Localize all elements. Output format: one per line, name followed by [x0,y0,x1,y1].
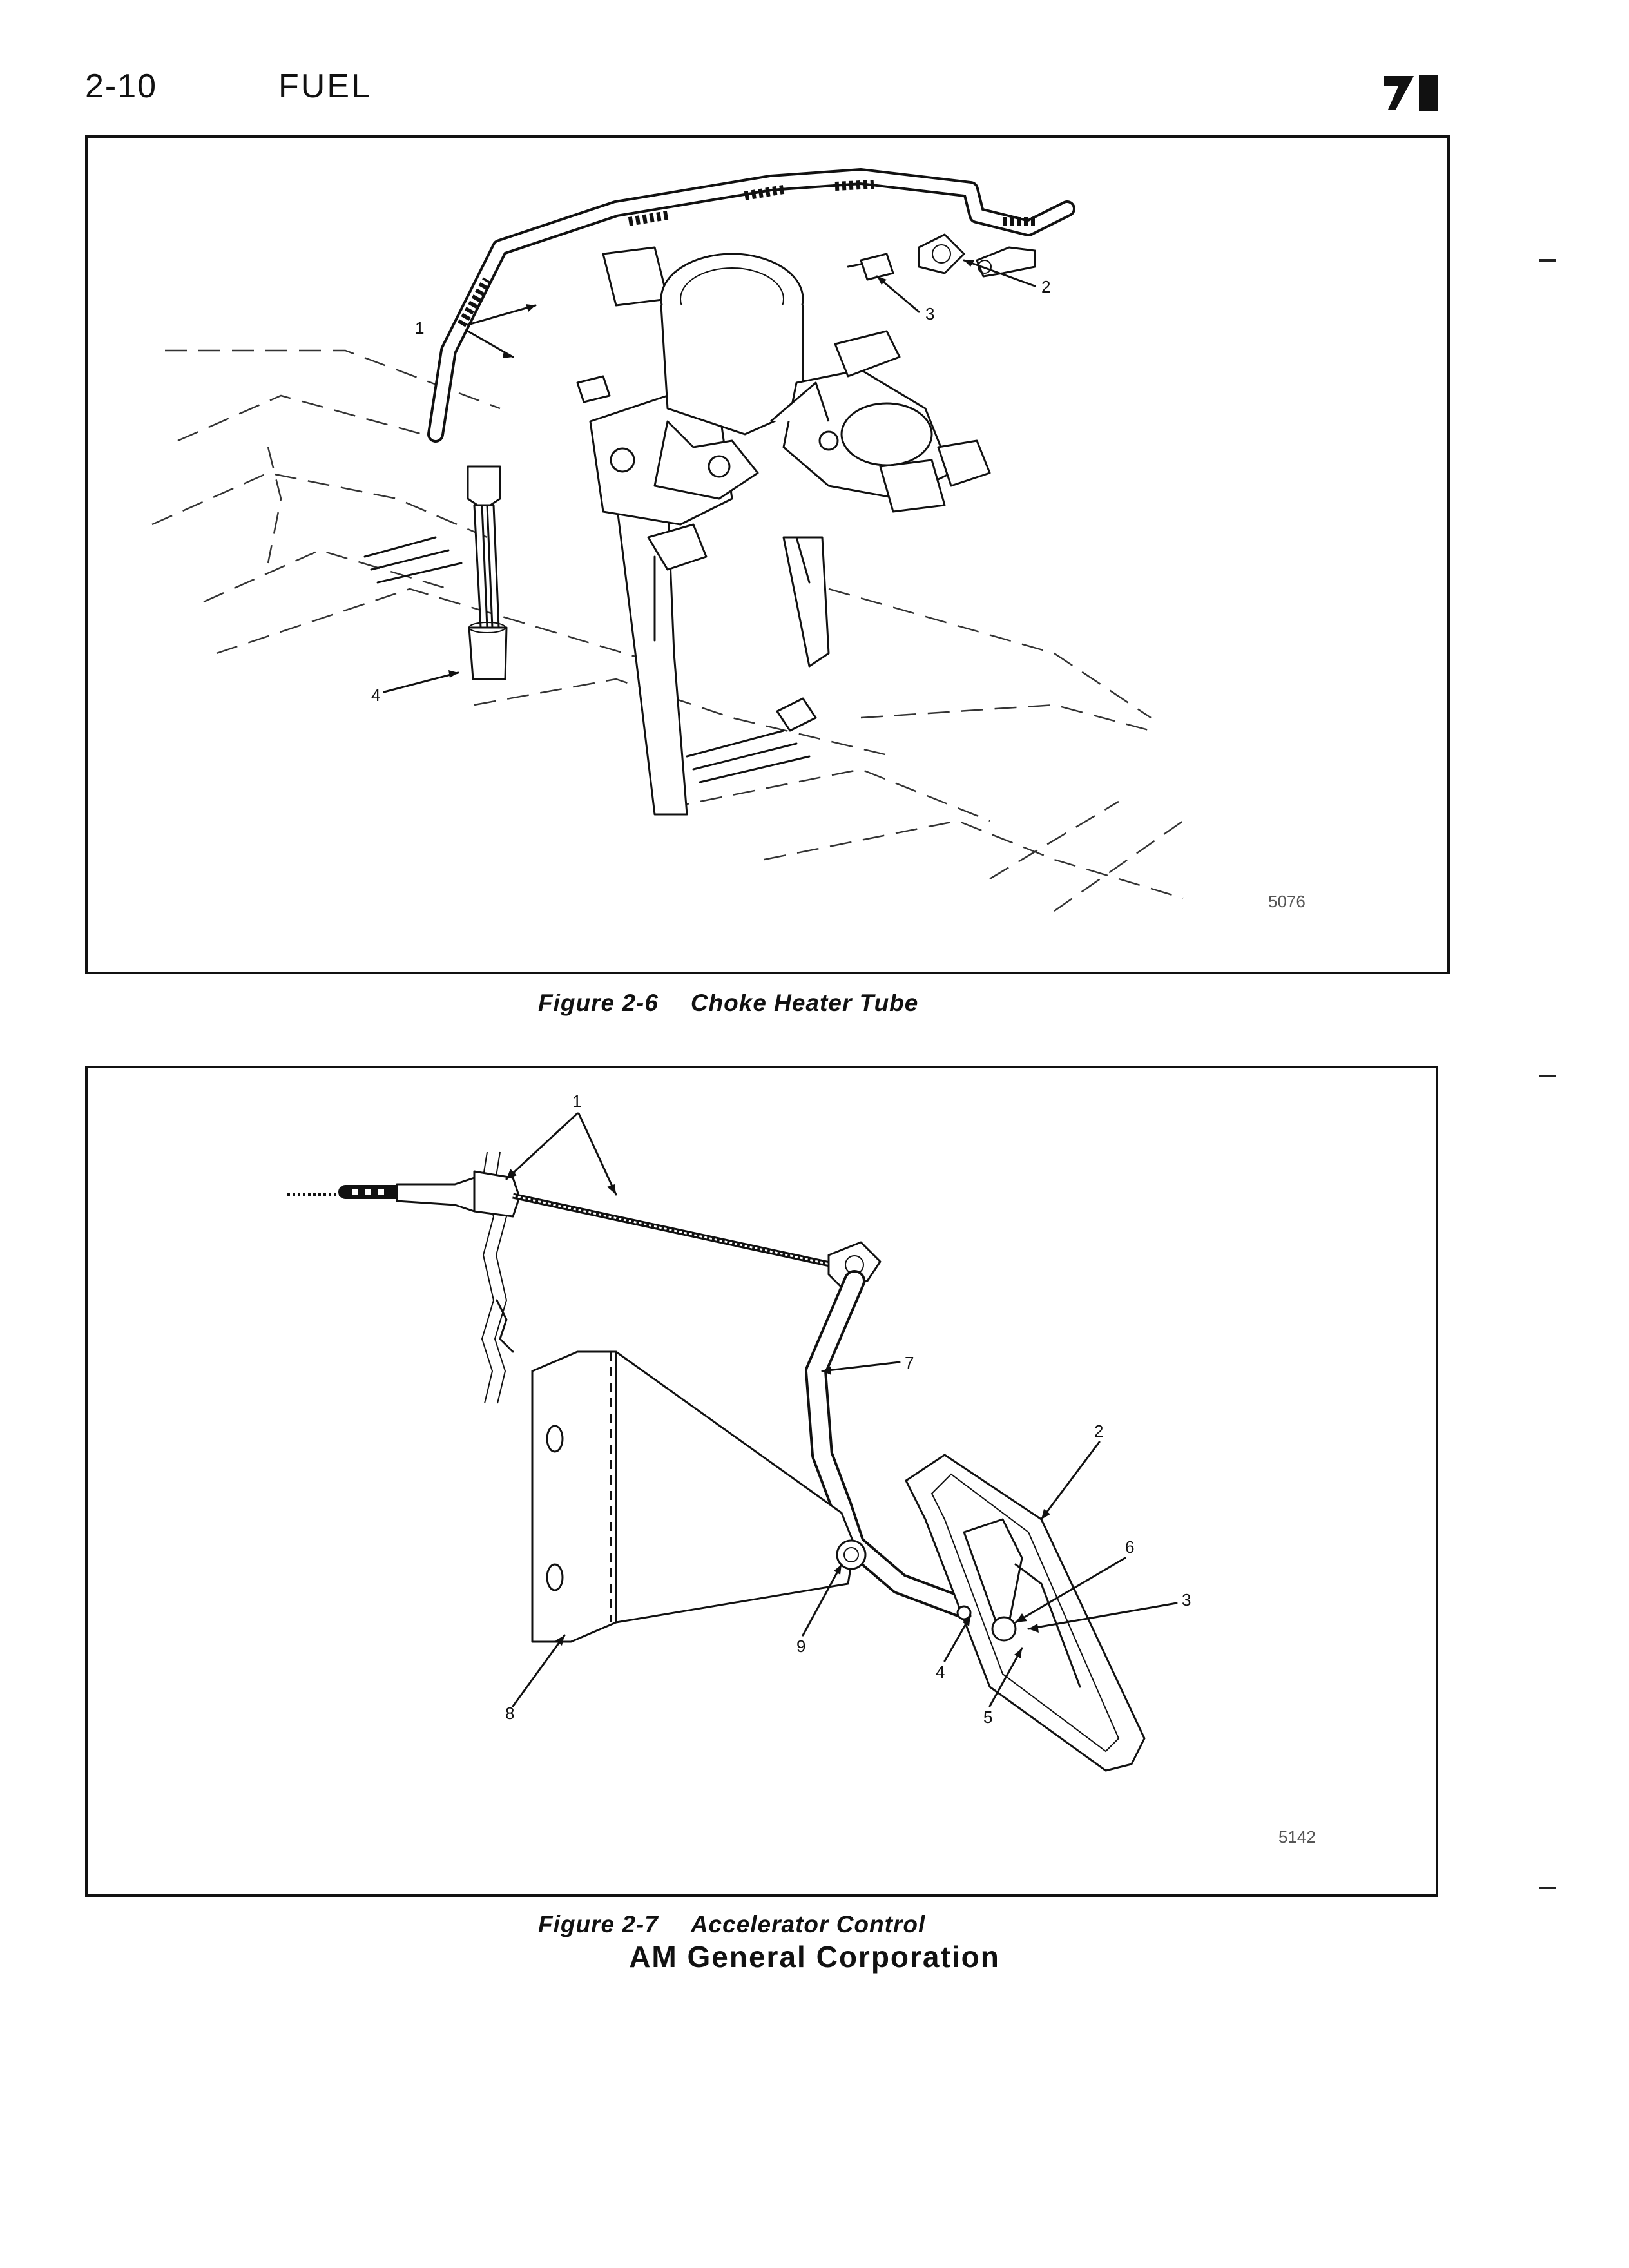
manufacturer-logo-icon [1384,72,1443,113]
callout-7: 7 [905,1353,914,1372]
figure-number: Figure 2-7 [538,1911,659,1937]
figure-code: 5142 [1278,1827,1316,1847]
callout-9: 9 [796,1637,806,1656]
tube-tool [468,466,506,679]
footer-company: AM General Corporation [629,1940,1000,1974]
figure-code: 5076 [1268,892,1306,911]
callout-2: 2 [1041,277,1051,296]
callout-3: 3 [925,304,935,323]
callout-4: 4 [936,1662,945,1682]
accelerator-cable [287,1171,842,1267]
callout-6: 6 [1125,1537,1135,1557]
callout-2: 2 [1094,1421,1104,1441]
manifold-ribs [365,537,816,782]
callout-5: 5 [983,1707,993,1727]
margin-mark [1539,1075,1556,1077]
page-number: 2-10 [85,68,158,105]
figure-number: Figure 2-6 [538,990,659,1016]
callout-4: 4 [371,686,381,705]
figure-accelerator-control [85,1066,1438,1897]
margin-mark [1539,259,1556,262]
choke-heater-tube-illustration [88,138,1447,972]
figure-caption [538,1911,925,1938]
accelerator-control-illustration [88,1068,1436,1894]
section-title: FUEL [278,68,372,105]
figure-title: Choke Heater Tube [690,990,919,1016]
figure-choke-heater-tube [85,135,1450,974]
tube-fittings [848,235,1035,280]
callout-8: 8 [505,1704,515,1723]
callout-1: 1 [572,1091,582,1111]
margin-mark [1539,1887,1556,1889]
callout-1: 1 [415,318,425,338]
accelerator-pedal [906,1455,1144,1771]
callout-3: 3 [1182,1590,1191,1610]
figure-caption [538,990,918,1017]
figure-title: Accelerator Control [690,1911,926,1937]
